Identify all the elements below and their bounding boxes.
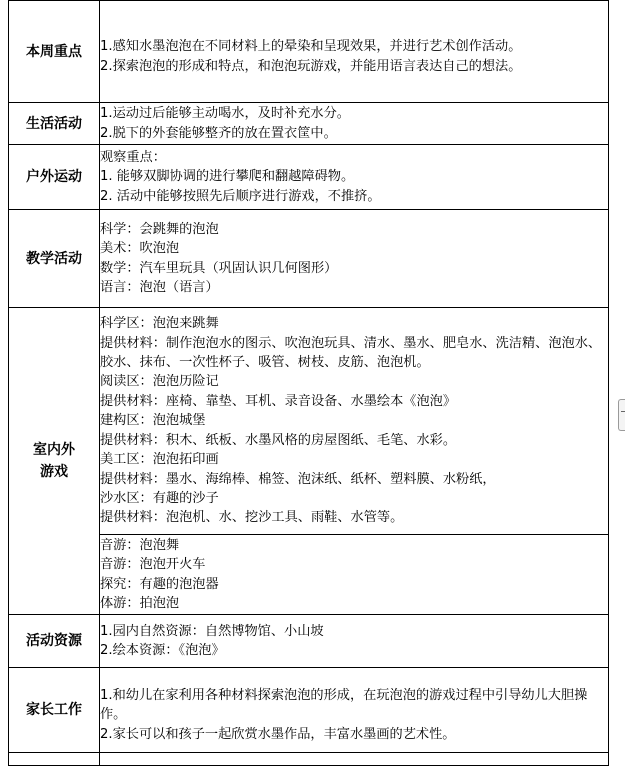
outdoor-line-3: 2. 活动中能够按照先后顺序进行游戏，不推挤。 (100, 188, 381, 204)
empty-content-cell (100, 753, 609, 766)
area-art-materials: 提供材料：墨水、海绵棒、棉签、泡沫纸、纸杯、塑料膜、水粉纸， (100, 471, 496, 487)
content-activity-resources (100, 615, 609, 668)
focus-line-1: 1.感知水墨泡泡在不同材料上的晕染和呈现效果，并进行艺术创作活动。 (100, 39, 522, 55)
row-parent-work (9, 668, 609, 753)
parents-line-1: 1.和幼儿在家利用各种材料探索泡泡的形成，在玩泡泡的游戏过程中引导幼儿大胆操作。 (100, 687, 588, 723)
label-activity-resources: 活动资源 (9, 615, 100, 668)
label-indoor-outdoor-games (9, 308, 100, 615)
empty-label-cell (9, 753, 100, 766)
content-learning-areas (100, 308, 609, 535)
focus-line-2: 2.探索泡泡的形成和特点，和泡泡玩游戏，并能用语言表达自己的想法。 (100, 58, 522, 74)
row-cut-off (9, 753, 609, 766)
indoor-label-line-2: 游戏 (40, 464, 68, 480)
content-weekly-focus (100, 1, 609, 103)
life-line-2: 2.脱下的外套能够整齐的放在置衣筐中。 (100, 125, 337, 141)
area-sand-water: 沙水区：有趣的沙子 (100, 490, 219, 506)
area-reading: 阅读区：泡泡历险记 (100, 374, 219, 390)
outdoor-line-2: 1. 能够双脚协调的进行攀爬和翻越障碍物。 (100, 169, 355, 185)
game-2: 音游：泡泡开火车 (100, 557, 206, 573)
parents-line-2: 2.家长可以和孩子一起欣赏水墨作品，丰富水墨画的艺术性。 (100, 726, 456, 742)
teaching-line-3: 数学：汽车里玩具（巩固认识几何图形） (100, 260, 338, 276)
area-art: 美工区：泡泡拓印画 (100, 452, 219, 468)
outdoor-line-1: 观察重点： (100, 149, 166, 165)
area-science: 科学区：泡泡来跳舞 (100, 316, 219, 332)
area-science-materials: 提供材料：制作泡泡水的图示、吹泡泡玩具、清水、墨水、肥皂水、洗洁精、泡泡水、胶水、抹布、一次性杯子、吸管、树枝、皮筋、泡泡机。 (100, 335, 602, 371)
label-teaching-activities: 教学活动 (9, 210, 100, 308)
row-teaching-activities (9, 210, 609, 308)
label-weekly-focus: 本周重点 (9, 1, 100, 103)
content-parent-work (100, 668, 609, 753)
content-outdoor-sports (100, 145, 609, 210)
life-line-1: 1.运动过后能够主动喝水，及时补充水分。 (100, 106, 350, 122)
label-outdoor-sports: 户外运动 (9, 145, 100, 210)
area-building: 建构区：泡泡城堡 (100, 413, 206, 429)
label-life-activities: 生活活动 (9, 103, 100, 145)
area-building-materials: 提供材料：积木、纸板、水墨风格的房屋图纸、毛笔、水彩。 (100, 432, 457, 448)
content-life-activities (100, 103, 609, 145)
row-outdoor-sports (9, 145, 609, 210)
game-3: 探究：有趣的泡泡器 (100, 576, 219, 592)
content-games-list (100, 535, 609, 615)
row-activity-resources (9, 615, 609, 668)
weekly-plan-table (8, 0, 609, 766)
teaching-line-4: 语言：泡泡（语言） (100, 279, 219, 295)
side-collapse-handle[interactable] (618, 399, 625, 431)
teaching-line-2: 美术：吹泡泡 (100, 241, 180, 257)
row-life-activities (9, 103, 609, 145)
row-indoor-outdoor-games (9, 308, 609, 535)
indoor-label-line-1: 室内外 (33, 442, 75, 458)
game-1: 音游：泡泡舞 (100, 537, 180, 553)
resources-line-2: 2.绘本资源：《泡泡》 (100, 643, 225, 658)
label-parent-work: 家长工作 (9, 668, 100, 753)
teaching-line-1: 科学：会跳舞的泡泡 (100, 221, 219, 237)
row-weekly-focus (9, 1, 609, 103)
area-sand-water-materials: 提供材料：泡泡机、水、挖沙工具、雨鞋、水管等。 (100, 510, 404, 526)
content-teaching-activities (100, 210, 609, 308)
resources-line-1: 1.园内自然资源：自然博物馆、小山坡 (100, 623, 324, 639)
game-4: 体游：拍泡泡 (100, 595, 180, 611)
area-reading-materials: 提供材料：座椅、靠垫、耳机、录音设备、水墨绘本《泡泡》 (100, 393, 457, 409)
